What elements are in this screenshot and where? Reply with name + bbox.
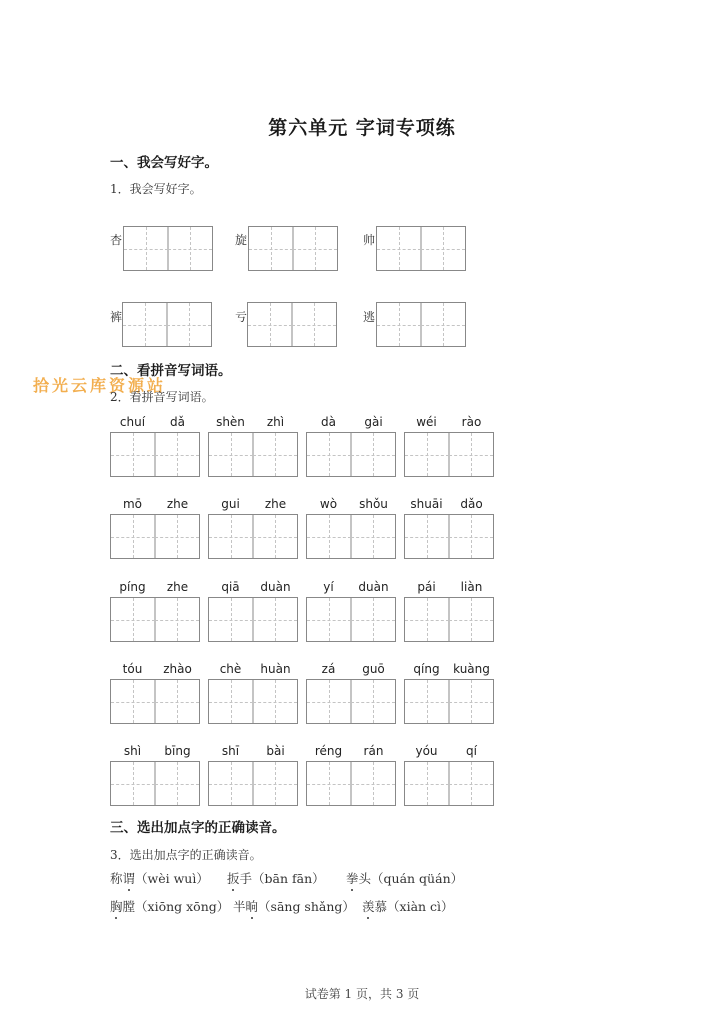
pinyin-label: píng (119, 580, 146, 594)
char-label: 裤 (110, 310, 123, 324)
pinyin-label: gui (221, 497, 240, 511)
pinyin-label: dà (321, 415, 336, 429)
writing-grid[interactable] (404, 514, 494, 559)
pinyin-label: yóu (415, 744, 438, 758)
pinyin-label: gài (364, 415, 383, 429)
pinyin-label: duàn (358, 580, 389, 594)
writing-grid[interactable] (306, 514, 396, 559)
section1-heading: 一、我会写好字。 (110, 155, 218, 171)
pinyin-label: chuí (119, 415, 146, 429)
pinyin-options: （wèi wuì） (135, 871, 209, 886)
pinyin-label: qí (466, 744, 477, 758)
writing-grid[interactable] (208, 514, 298, 559)
pinyin-label: shǒu (359, 497, 388, 511)
pinyin-label: yí (323, 580, 334, 594)
section2-question: 2．看拼音写词语。 (110, 390, 214, 404)
section3-question: 3．选出加点字的正确读音。 (110, 848, 262, 862)
writing-grid[interactable] (110, 679, 200, 724)
word-char: 慕 (374, 899, 388, 914)
reading-item (110, 869, 209, 887)
pinyin-label: réng (314, 744, 343, 758)
writing-grid[interactable] (404, 679, 494, 724)
writing-grid[interactable] (208, 679, 298, 724)
pinyin-label: bīng (164, 744, 191, 758)
word-char: 手 (239, 871, 253, 886)
pinyin-options: （xiàn cì） (387, 899, 454, 914)
reading-item (227, 869, 325, 887)
section2-heading: 二、看拼音写词语。 (110, 363, 232, 379)
writing-grid[interactable] (247, 302, 337, 347)
pinyin-options: （quán qüán） (371, 871, 464, 886)
writing-grid[interactable] (306, 432, 396, 477)
writing-grid[interactable] (248, 226, 338, 271)
pinyin-label: zhì (266, 415, 285, 429)
writing-grid[interactable] (404, 597, 494, 642)
dotted-char: 谓 (122, 871, 136, 886)
reading-item (362, 897, 454, 915)
pinyin-options: （sāng shǎng） (258, 899, 355, 914)
page-footer: 试卷第 1 页，共 3 页 (304, 987, 420, 1001)
pinyin-label: shì (123, 744, 142, 758)
section3-heading: 三、选出加点字的正确读音。 (110, 820, 286, 836)
pinyin-label: shuāi (410, 497, 443, 511)
word-char: 半 (233, 899, 246, 914)
pinyin-label: wéi (416, 415, 437, 429)
writing-grid[interactable] (122, 302, 212, 347)
writing-grid[interactable] (404, 432, 494, 477)
pinyin-label: dǎ (170, 415, 185, 429)
writing-grid[interactable] (110, 597, 200, 642)
writing-grid[interactable] (208, 597, 298, 642)
pinyin-label: rào (461, 415, 482, 429)
pinyin-label: pái (417, 580, 436, 594)
writing-grid[interactable] (306, 761, 396, 806)
pinyin-label: shèn (216, 415, 245, 429)
pinyin-label: chè (219, 662, 242, 676)
pinyin-options: （bān fān） (252, 871, 325, 886)
pinyin-label: qiā (221, 580, 240, 594)
char-label: 旋 (235, 233, 248, 247)
char-label: 亏 (235, 310, 248, 324)
writing-grid[interactable] (376, 302, 466, 347)
writing-grid[interactable] (110, 761, 200, 806)
dotted-char: 扳 (227, 871, 240, 886)
pinyin-label: mō (122, 497, 143, 511)
writing-grid[interactable] (404, 761, 494, 806)
pinyin-label: guō (362, 662, 385, 676)
writing-grid[interactable] (208, 761, 298, 806)
char-label: 杏 (110, 233, 123, 247)
writing-grid[interactable] (376, 226, 466, 271)
pinyin-label: shī (221, 744, 240, 758)
pinyin-label: zhe (166, 580, 189, 594)
section1-question: 1．我会写好字。 (110, 182, 202, 196)
pinyin-label: dǎo (460, 497, 483, 511)
dotted-char: 羡 (362, 899, 375, 914)
pinyin-label: kuàng (453, 662, 490, 676)
writing-grid[interactable] (123, 226, 213, 271)
writing-grid[interactable] (110, 432, 200, 477)
pinyin-label: zá (321, 662, 336, 676)
char-label: 帅 (363, 233, 376, 247)
pinyin-label: qíng (413, 662, 440, 676)
pinyin-label: zhe (264, 497, 287, 511)
pinyin-label: rán (363, 744, 384, 758)
pinyin-label: zhào (163, 662, 192, 676)
writing-grid[interactable] (306, 597, 396, 642)
pinyin-label: zhe (166, 497, 189, 511)
word-char: 头 (358, 871, 372, 886)
reading-item (110, 897, 229, 915)
reading-item (346, 869, 463, 887)
watermark: 拾光云库资源站 (33, 376, 167, 395)
dotted-char: 拳 (346, 871, 359, 886)
reading-item (233, 897, 355, 915)
writing-grid[interactable] (306, 679, 396, 724)
word-char: 膛 (122, 899, 136, 914)
pinyin-label: huàn (260, 662, 291, 676)
dotted-char: 胸 (110, 899, 123, 914)
writing-grid[interactable] (110, 514, 200, 559)
document-title: 第六单元 字词专项练 (268, 117, 456, 139)
pinyin-options: （xiōng xōng） (135, 899, 230, 914)
pinyin-label: duàn (260, 580, 291, 594)
pinyin-label: wò (319, 497, 338, 511)
char-label: 逃 (363, 310, 376, 324)
pinyin-label: tóu (122, 662, 143, 676)
word-char: 称 (110, 871, 123, 886)
writing-grid[interactable] (208, 432, 298, 477)
pinyin-label: bài (266, 744, 285, 758)
pinyin-label: liàn (460, 580, 483, 594)
dotted-char: 晌 (245, 899, 259, 914)
